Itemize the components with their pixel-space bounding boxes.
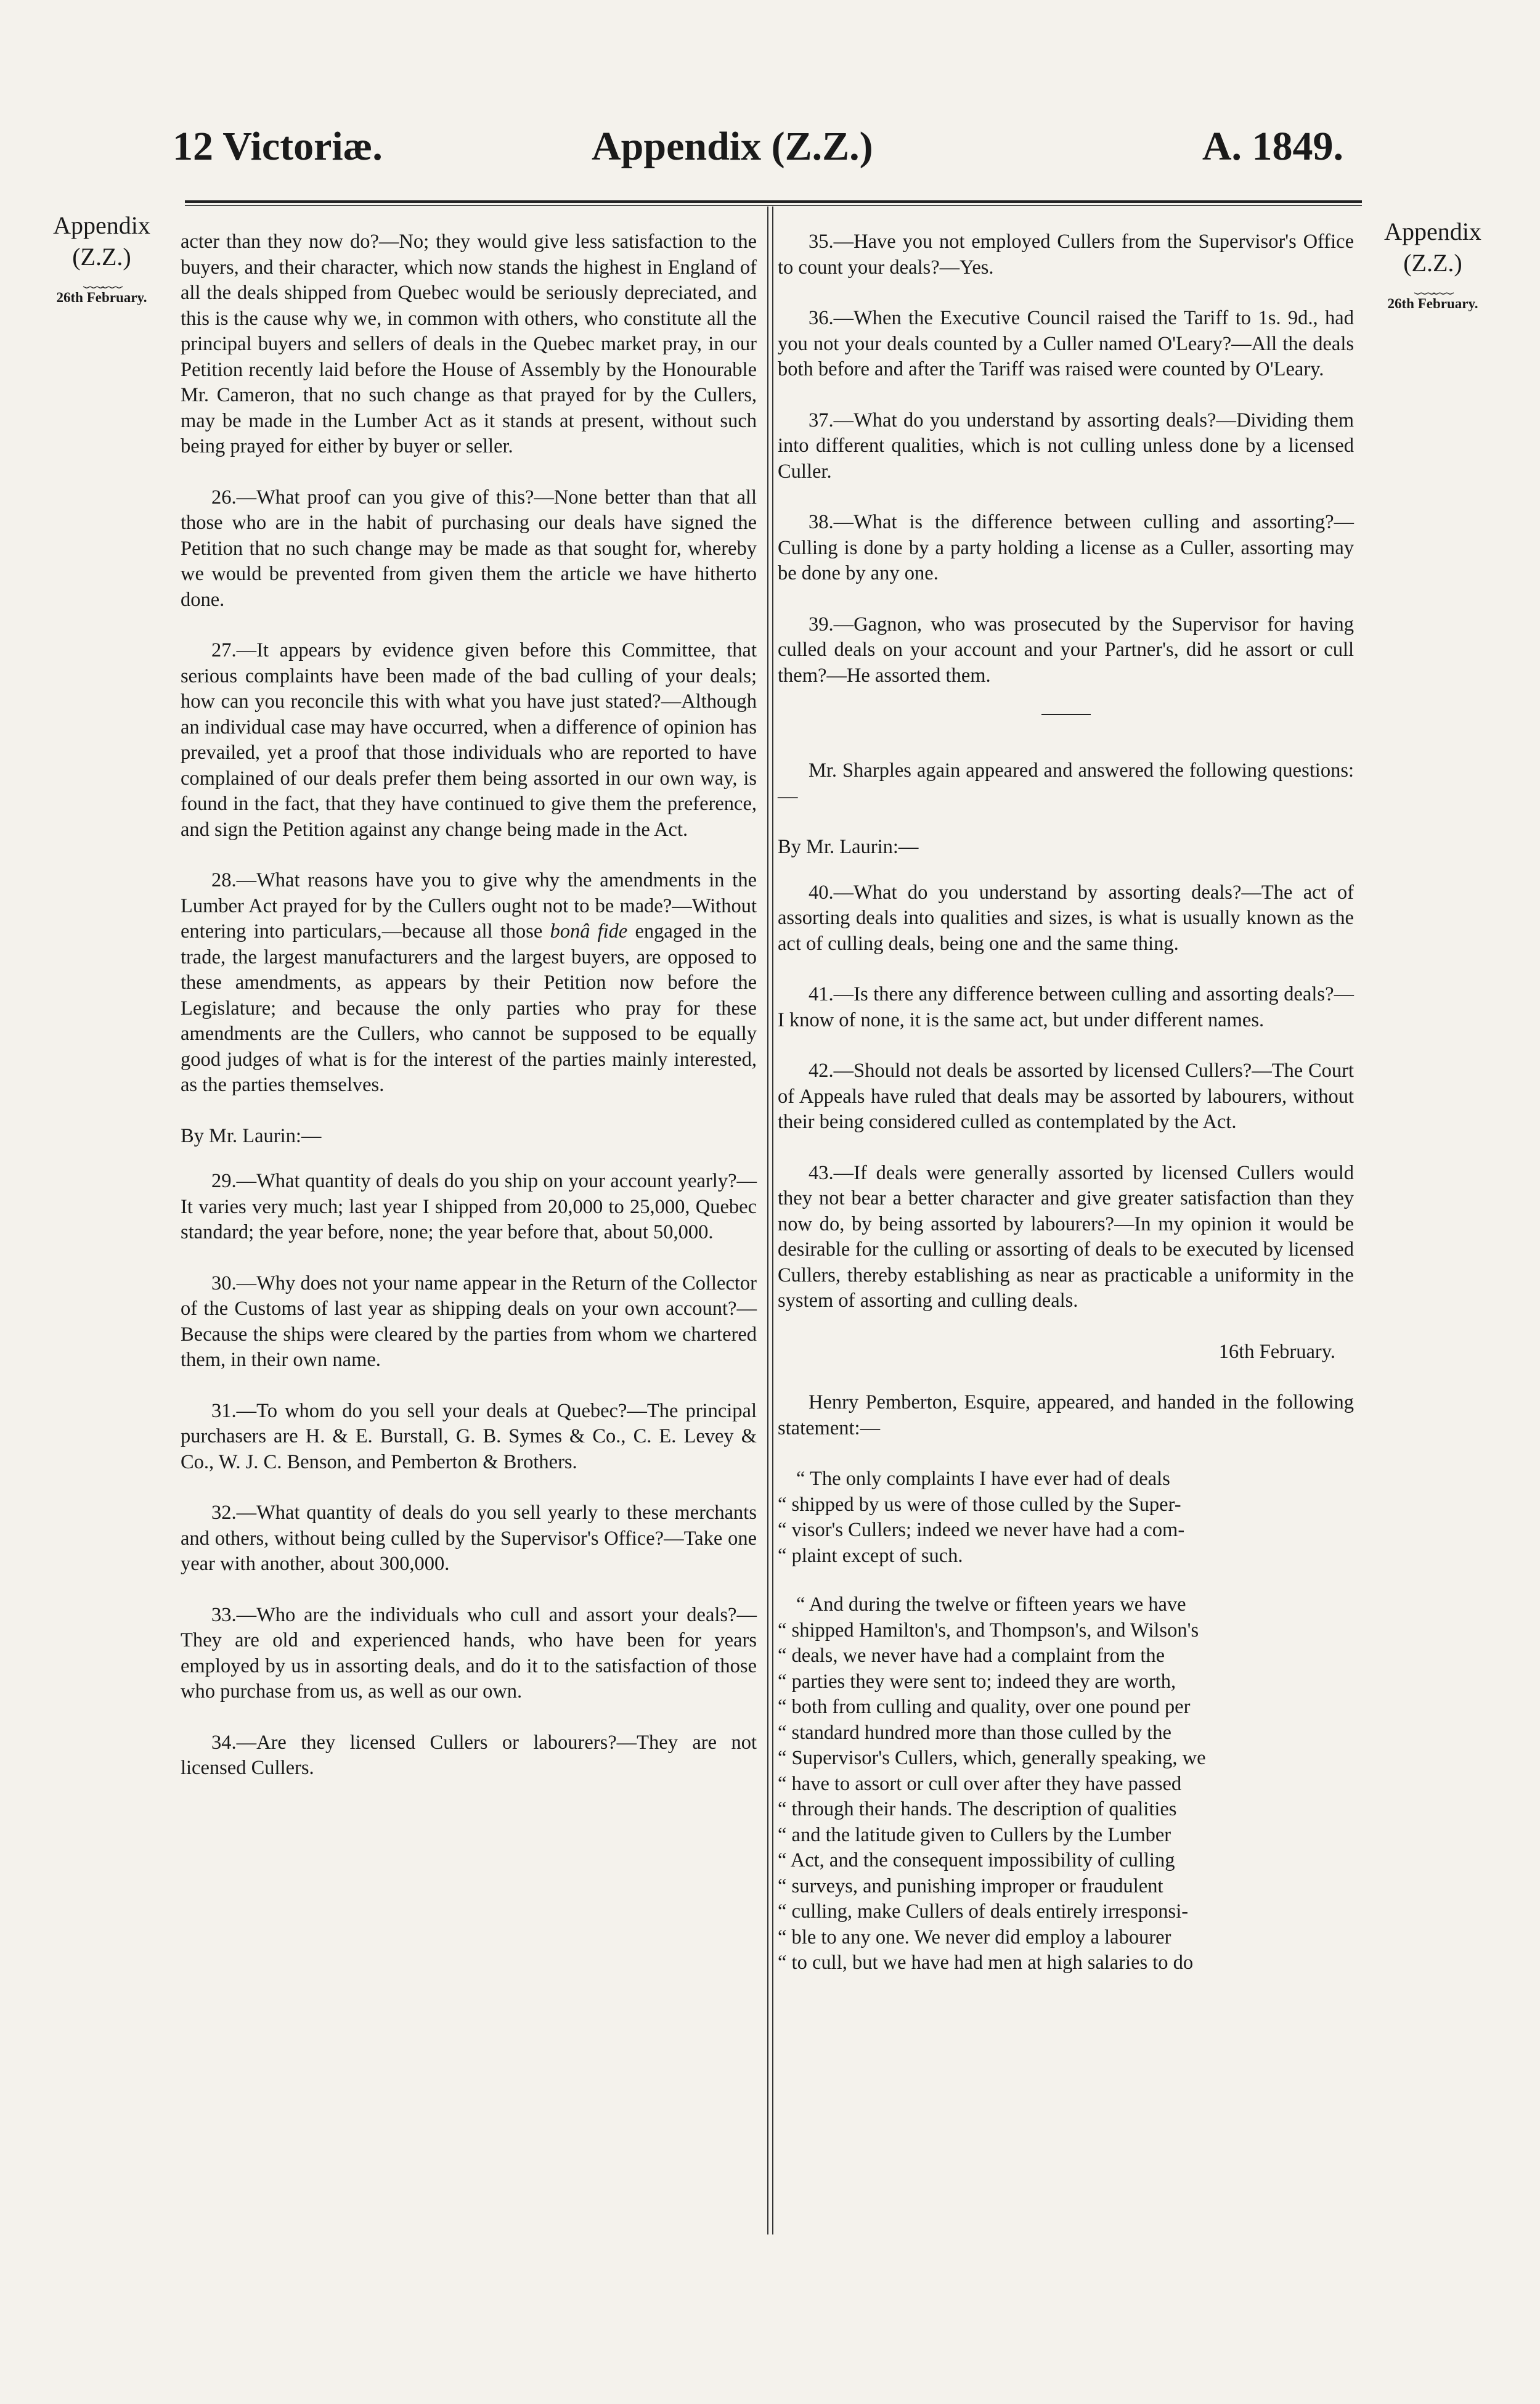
header-session: 12 Victoriæ.	[173, 124, 383, 169]
paragraph: 33.—Who are the individuals who cull and assort your deals?—They are old and experienced hands, who have been for years employed by us in assorting deals, and do it to the satisfaction of those who purchase from us, as well as our own.	[181, 1603, 757, 1703]
paragraph: 39.—Gagnon, who was prosecuted by the Supervisor for having culled deals on your account and your Partner's, did he assort or cull them?—He assorted them.	[778, 613, 1354, 687]
quote-line: “ deals, we never have had a complaint from the	[778, 1645, 1165, 1667]
quote-line: “ Act, and the consequent impossibility of culling	[778, 1849, 1175, 1871]
quote-line: “ culling, make Cullers of deals entirely irresponsi-	[778, 1900, 1189, 1923]
paragraph: 43.—If deals were generally assorted by licensed Cullers would they not bear a better character and give greater satisfaction than they now do, by being assorted by labourers?—In my opinion it would be desirable for the culling or assorting of deals to be executed by licensed Cullers, thereby establishing as near as practicable a uniformity in the system of assorting and culling deals.	[778, 1161, 1354, 1312]
italic-text: bonâ fide	[550, 920, 628, 942]
quote-line: “ visor's Cullers; indeed we never have had a com-	[778, 1519, 1185, 1541]
quoted-statement	[778, 1466, 1354, 1569]
paragraph: 37.—What do you understand by assorting deals?—Dividing them into different qualities, which is not culling unless done by a licensed Culler.	[778, 409, 1354, 483]
brace-ornament-icon: ﹏﹏	[1414, 275, 1451, 298]
margin-note-sub: (Z.Z.)	[72, 243, 131, 271]
margin-note-title: Appendix	[1384, 218, 1481, 245]
quote-line: “ through their hands. The description of qualities	[778, 1798, 1177, 1820]
quote-line: “ shipped Hamilton's, and Thompson's, and Wilson's	[778, 1619, 1199, 1642]
quote-line: “ plaint except of such.	[778, 1544, 963, 1567]
margin-note-right	[1353, 216, 1513, 313]
quote-line: “ The only complaints I have ever had of deals	[796, 1468, 1170, 1490]
page-header	[173, 123, 1343, 179]
quote-line: “ parties they were sent to; indeed they are worth,	[778, 1670, 1176, 1693]
paragraph: 29.—What quantity of deals do you ship on your account yearly?—It varies very much; last year I shipped from 20,000 to 25,000, Quebec standard; the year before, none; the year before that, about 50,000.	[181, 1170, 757, 1243]
paragraph: Henry Pemberton, Esquire, appeared, and handed in the following statement:—	[778, 1391, 1354, 1439]
paragraph: 31.—To whom do you sell your deals at Quebec?—The principal purchasers are H. & E. Burstall, G. B. Symes & Co., C. E. Levey & Co., W. J. C. Benson, and Pemberton & Brothers.	[181, 1399, 757, 1473]
quote-line: “ and the latitude given to Cullers by the Lumber	[778, 1823, 1171, 1846]
paragraph: acter than they now do?—No; they would give less satisfaction to the buyers, and their character, which now stands the highest in England of all the deals shipped from Quebec would be seriously depreciated, and this is the cause why we, in common with others, who constitute all the principal buyers and sellers of deals in the Quebec market pray, in our Petition recently laid before the House of Assembly by the Honourable Mr. Cameron, that no such change as that prayed for by the Cullers, may be made in the Lumber Act as it stands at present, without such being prayed for either by buyer or seller.	[181, 231, 757, 457]
quote-line: “ to cull, but we have had men at high salaries to do	[778, 1952, 1194, 1974]
quoted-statement	[778, 1592, 1354, 1976]
paragraph: Mr. Sharples again appeared and answered the following questions:—	[778, 759, 1354, 807]
date-heading: 16th February.	[1218, 1340, 1335, 1363]
margin-note-left	[28, 210, 176, 307]
quote-line: “ have to assort or cull over after they have passed	[778, 1772, 1182, 1795]
quote-line: “ both from culling and quality, over one pound per	[778, 1696, 1191, 1718]
brace-ornament-icon: ﹏﹏	[83, 269, 120, 292]
quote-line: “ ble to any one. We never did employ a labourer	[778, 1926, 1171, 1948]
text-run: engaged in the trade, the largest manufacturers and the largest buyers, are opposed to these amendments, as appears by their Petition now before the Legislature; and because the only parties who pray for these amendments are the Cullers, who cannot be supposed to be equally good judges of what is for the interest of the parties mainly interested, as the parties themselves.	[181, 920, 757, 1096]
header-rule-thin	[185, 205, 1362, 206]
paragraph: 32.—What quantity of deals do you sell yearly to these merchants and others, without being culled by the Supervisor's Office?—Take one year with another, about 300,000.	[181, 1502, 757, 1575]
paragraph: 34.—Are they licensed Cullers or labourers?—They are not licensed Cullers.	[181, 1731, 757, 1779]
section-rule	[1041, 714, 1091, 715]
left-column	[181, 229, 757, 1807]
margin-note-title: Appendix	[53, 211, 150, 239]
header-year: A. 1849.	[1202, 124, 1343, 169]
paragraph: 38.—What is the difference between culling and assorting?—Culling is done by a party holding a license as a Culler, assorting may be done by any one.	[778, 511, 1354, 584]
paragraph: 27.—It appears by evidence given before this Committee, that serious complaints have been made of the bad culling of your deals; how can you reconcile this with what you have just stated?—Although an individual case may have occurred, when a difference of opinion has prevailed, yet a proof that those individuals who are reported to have complained of our deals prefer them being assorted in our own way, is found in the fact, that they have continued to give them the preference, and sign the Petition against any change being made in the Act.	[181, 639, 757, 841]
paragraph	[181, 868, 757, 1098]
quote-line: “ And during the twelve or fifteen years we have	[796, 1593, 1186, 1616]
margin-note-date: 26th February.	[1387, 296, 1478, 311]
paragraph: 30.—Why does not your name appear in the Return of the Collector of the Customs of last year as shipping deals on your own account?—Because the ships were cleared by the parties from whom we chartered them, in their own name.	[181, 1272, 757, 1371]
header-appendix: Appendix (Z.Z.)	[592, 124, 873, 169]
quote-line: “ standard hundred more than those culled by the	[778, 1721, 1171, 1744]
margin-note-sub: (Z.Z.)	[1403, 249, 1462, 277]
text-run: 28.—What reasons have you to give why the amendments in the Lumber Act prayed for by the Cullers ought not to be made?—Without entering into particulars,—because all those	[181, 869, 757, 942]
header-rule	[185, 200, 1362, 203]
paragraph: 36.—When the Executive Council raised the Tariff to 1s. 9d., had you not your deals counted by a Culler named O'Leary?—All the deals both before and after the Tariff was raised were counted by O'Leary.	[778, 307, 1354, 380]
quote-line: “ shipped by us were of those culled by the Super-	[778, 1493, 1181, 1516]
paragraph: 35.—Have you not employed Cullers from the Supervisor's Office to count your deals?—Yes.	[778, 231, 1354, 279]
quote-line: “ Supervisor's Cullers, which, generally speaking, we	[778, 1747, 1206, 1769]
paragraph: 41.—Is there any difference between culling and assorting deals?—I know of none, it is the same act, but under different names.	[778, 983, 1354, 1031]
paragraph: 42.—Should not deals be assorted by licensed Cullers?—The Court of Appeals have ruled that deals may be assorted by labourers, without their being considered culled as contemplated by the Act.	[778, 1060, 1354, 1133]
column-divider	[767, 206, 773, 2234]
right-column	[778, 229, 1354, 2000]
quote-line: “ surveys, and punishing improper or fraudulent	[778, 1875, 1163, 1897]
paragraph: 26.—What proof can you give of this?—None better than that all those who are in the habit of purchasing our deals have signed the Petition that no such change may be made as that sought for, whereby we would be prevented from given them the article we have hitherto done.	[181, 486, 757, 611]
paragraph: 40.—What do you understand by assorting deals?—The act of assorting deals into qualities and sizes, is what is usually known as the act of culling deals, being one and the same thing.	[778, 881, 1354, 955]
margin-note-date: 26th February.	[56, 290, 147, 305]
examiner-heading: By Mr. Laurin:—	[181, 1124, 322, 1147]
examiner-heading: By Mr. Laurin:—	[778, 836, 919, 858]
